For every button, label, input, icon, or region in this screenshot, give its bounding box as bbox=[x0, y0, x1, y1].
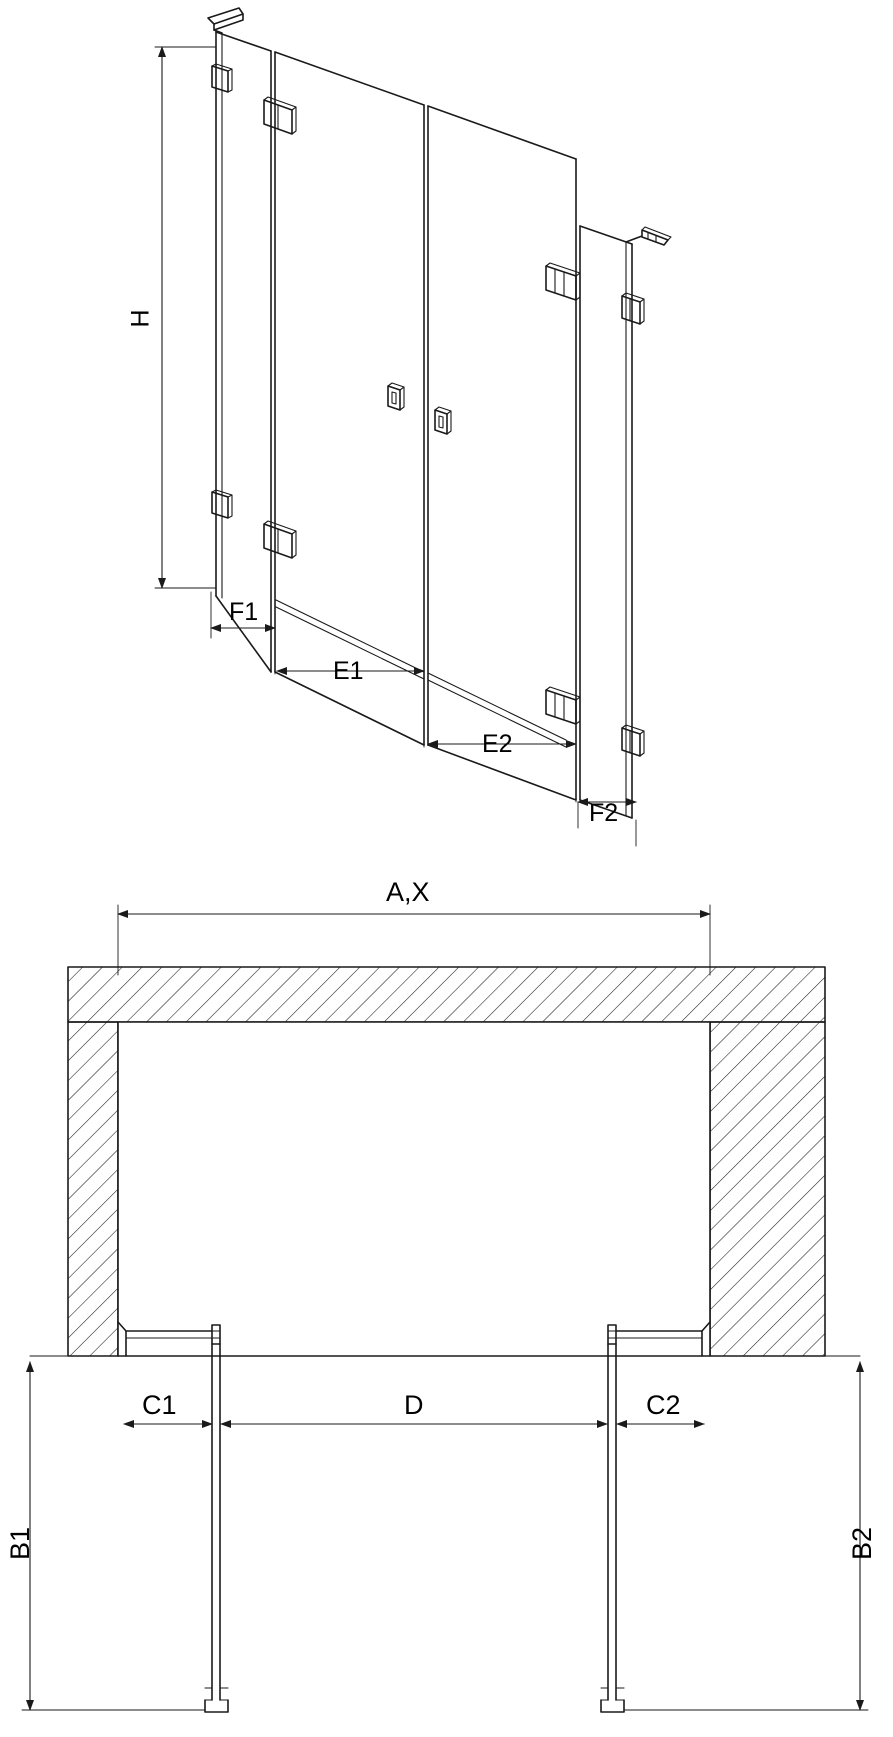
door-plan-right-end bbox=[601, 1700, 624, 1712]
door-e2-top-edge bbox=[428, 106, 576, 159]
dim-label-d: D bbox=[404, 1390, 424, 1420]
isometric-view-group bbox=[155, 8, 671, 846]
dim-label-h: H bbox=[126, 309, 155, 328]
dim-label-c2: C2 bbox=[646, 1390, 681, 1420]
hinge-right-top bbox=[546, 266, 576, 300]
hinge-right-bottom bbox=[546, 690, 576, 724]
bracket-left-top bbox=[212, 66, 228, 92]
top-bracket-right bbox=[626, 230, 668, 245]
panel-f1-top-edge bbox=[216, 32, 271, 51]
door-plan-left-end bbox=[205, 1700, 228, 1712]
dim-label-e2: E2 bbox=[482, 730, 513, 758]
dim-label-e1: E1 bbox=[333, 657, 364, 685]
handle-e1 bbox=[388, 386, 400, 410]
dim-label-b2: B2 bbox=[847, 1526, 878, 1561]
bracket-left-bottom bbox=[212, 492, 228, 518]
plan-view-group bbox=[22, 905, 868, 1712]
bracket-right-top bbox=[622, 296, 640, 324]
dim-label-ax: A,X bbox=[386, 877, 430, 907]
panel-f2-top-edge bbox=[580, 226, 632, 244]
handle-e2 bbox=[435, 410, 447, 434]
bracket-right-bottom bbox=[622, 728, 640, 756]
dim-label-b1: B1 bbox=[5, 1526, 36, 1561]
recess-opening bbox=[118, 1022, 710, 1356]
dim-label-f2: F2 bbox=[589, 799, 619, 827]
dim-label-c1: C1 bbox=[142, 1390, 177, 1420]
door-e1-top-edge bbox=[275, 52, 424, 105]
dim-label-f1: F1 bbox=[229, 598, 259, 626]
